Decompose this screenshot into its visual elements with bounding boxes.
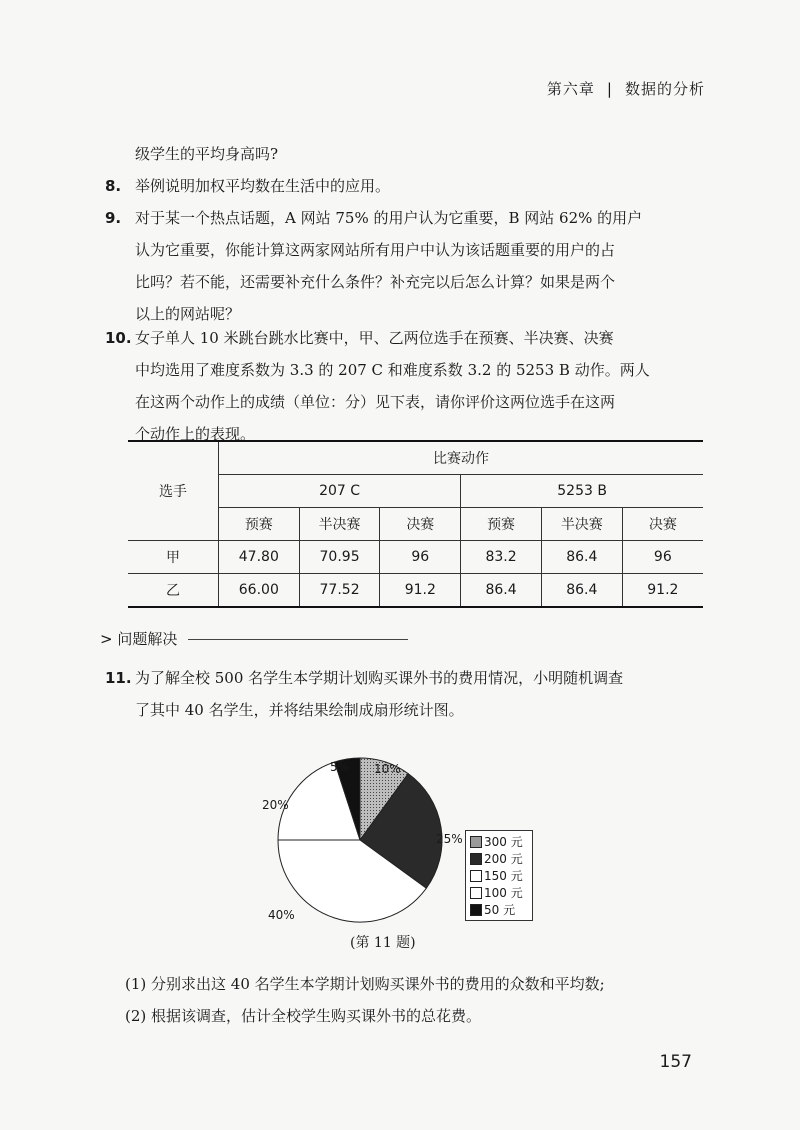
- legend-label: 50 元: [484, 903, 516, 917]
- q9-line: 对于某一个热点话题，A 网站 75% 的用户认为它重要，B 网站 62% 的用户: [135, 209, 643, 227]
- action-header: 比赛动作: [218, 441, 703, 475]
- legend-label: 200 元: [484, 852, 523, 866]
- player-name: 甲: [128, 541, 218, 574]
- table-row: [128, 541, 703, 574]
- legend-swatch: [470, 853, 482, 865]
- q9-line: 以上的网站呢？: [135, 305, 241, 323]
- q10-line: 在这两个动作上的成绩（单位：分）见下表，请你评价这两位选手在这两: [135, 393, 616, 411]
- score-cell: 96: [622, 541, 703, 574]
- legend-item: [470, 833, 528, 850]
- section-arrow-icon: >: [100, 630, 113, 648]
- section-title: 问题解决: [117, 630, 178, 648]
- q11-line: 了其中 40 名学生，并将结果绘制成扇形统计图。: [135, 701, 464, 719]
- pie-label-100: 20%: [262, 798, 289, 812]
- action-5253b: 5253 B: [461, 475, 703, 508]
- legend-label: 100 元: [484, 886, 523, 900]
- legend-swatch: [470, 887, 482, 899]
- score-cell: 86.4: [541, 541, 622, 574]
- score-table: [128, 440, 703, 608]
- sub-question: (2) 根据该调查，估计全校学生购买课外书的总花费。: [125, 1007, 482, 1025]
- page-number: 157: [659, 1052, 692, 1072]
- pie-label-200: 25%: [436, 832, 463, 846]
- q10-line: 女子单人 10 米跳台跳水比赛中，甲、乙两位选手在预赛、半决赛、决赛: [135, 329, 614, 347]
- table-row: [128, 574, 703, 608]
- question-8: [105, 170, 705, 202]
- question-11: [105, 662, 705, 726]
- legend-label: 150 元: [484, 869, 523, 883]
- action-207c: 207 C: [218, 475, 460, 508]
- q11-line: 为了解全校 500 名学生本学期计划购买课外书的费用情况，小明随机调查: [135, 669, 624, 687]
- round-header: 半决赛: [541, 508, 622, 541]
- score-cell: 70.95: [299, 541, 380, 574]
- figure-caption: (第 11 题): [350, 935, 416, 951]
- q9-number: 9.: [105, 209, 122, 227]
- q8-number: 8.: [105, 177, 122, 195]
- player-header: 选手: [128, 441, 218, 541]
- legend-swatch: [470, 904, 482, 916]
- section-divider: [188, 639, 408, 640]
- round-header: 决赛: [622, 508, 703, 541]
- score-cell: 66.00: [218, 574, 299, 608]
- section-header: [100, 628, 430, 649]
- q7-text: 级学生的平均身高吗?: [135, 145, 279, 163]
- q11-number: 11.: [105, 669, 132, 687]
- header-separator: |: [606, 80, 613, 98]
- legend-swatch: [470, 836, 482, 848]
- score-cell: 86.4: [461, 574, 542, 608]
- q10-line: 个动作上的表现。: [135, 425, 256, 443]
- player-name: 乙: [128, 574, 218, 608]
- section-label: 数据的分析: [624, 80, 705, 98]
- pie-label-150: 40%: [268, 908, 295, 922]
- round-header: 预赛: [218, 508, 299, 541]
- sub-questions: [125, 968, 715, 1032]
- question-10: [105, 322, 705, 450]
- round-header: 预赛: [461, 508, 542, 541]
- pie-label-50: 5%: [330, 760, 350, 774]
- page-header: [547, 78, 705, 99]
- q7-continuation: [105, 138, 705, 170]
- pie-legend: [465, 830, 533, 921]
- question-9: [105, 202, 705, 330]
- legend-item: [470, 867, 528, 884]
- score-cell: 83.2: [461, 541, 542, 574]
- score-cell: 91.2: [622, 574, 703, 608]
- round-header: 决赛: [380, 508, 461, 541]
- q10-number: 10.: [105, 329, 132, 347]
- score-cell: 47.80: [218, 541, 299, 574]
- q9-line: 认为它重要，你能计算这两家网站所有用户中认为该话题重要的用户的占: [135, 241, 616, 259]
- score-cell: 96: [380, 541, 461, 574]
- legend-label: 300 元: [484, 835, 523, 849]
- score-cell: 86.4: [541, 574, 622, 608]
- q10-line: 中均选用了难度系数为 3.3 的 207 C 和难度系数 3.2 的 5253 B 动作。两人: [135, 361, 650, 379]
- round-header: 半决赛: [299, 508, 380, 541]
- score-cell: 77.52: [299, 574, 380, 608]
- legend-item: [470, 884, 528, 901]
- q8-text: 举例说明加权平均数在生活中的应用。: [135, 177, 391, 195]
- legend-swatch: [470, 870, 482, 882]
- chapter-label: 第六章: [546, 80, 595, 98]
- score-cell: 91.2: [380, 574, 461, 608]
- legend-item: [470, 901, 528, 918]
- q9-line: 比吗？若不能，还需要补充什么条件？补充完以后怎么计算？如果是两个: [135, 273, 616, 291]
- sub-question: (1) 分别求出这 40 名学生本学期计划购买课外书的费用的众数和平均数;: [125, 975, 605, 993]
- legend-item: [470, 850, 528, 867]
- pie-label-300: 10%: [374, 762, 401, 776]
